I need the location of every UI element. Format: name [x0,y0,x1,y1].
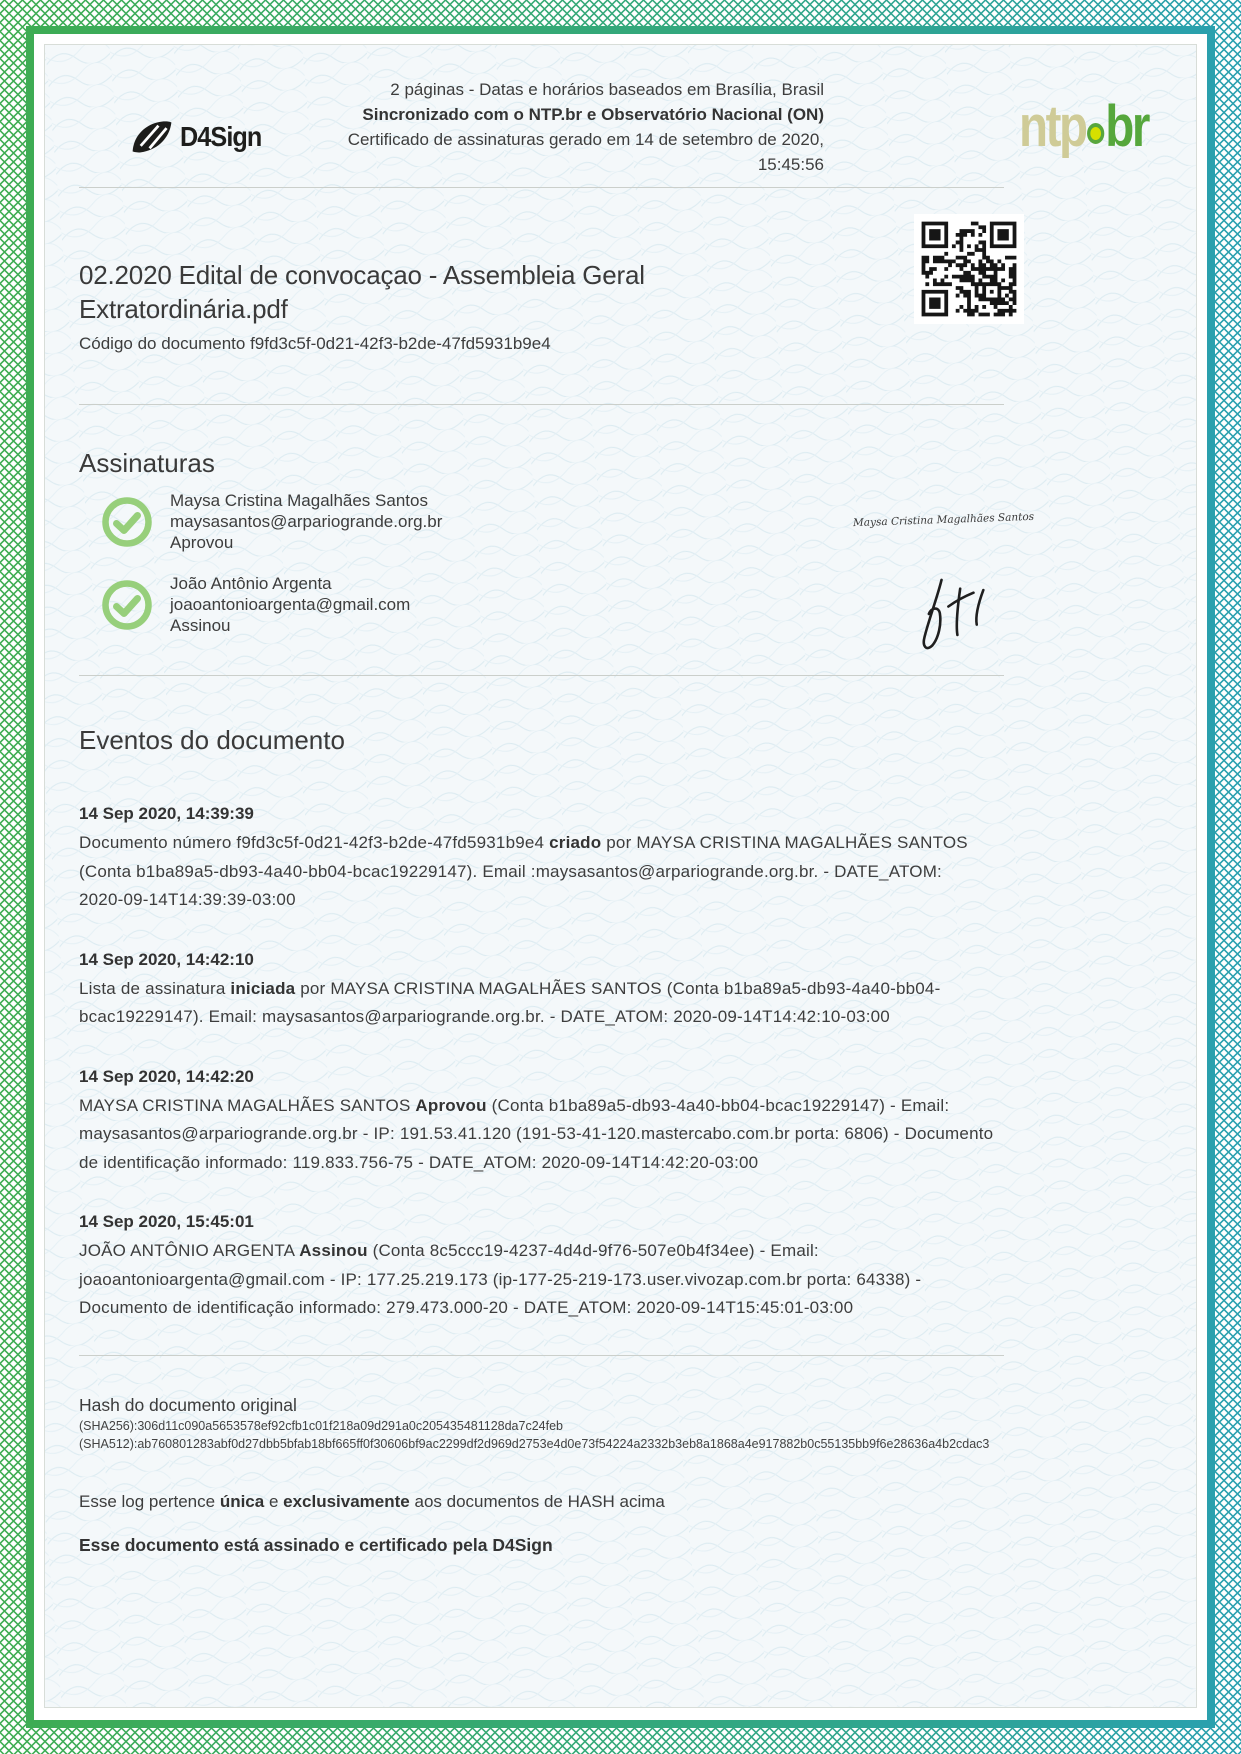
event-date-atom: 2020-09-14T14:39:39-03:00 [79,890,296,909]
ntp-dot-icon [1087,123,1104,144]
ntp-br-text: br [1105,94,1148,159]
event-action: criado [549,833,602,852]
certified-line: Esse documento está assinado e certificado pela D4Sign [79,1534,553,1555]
document-code [79,332,914,356]
event-date: 14 Sep 2020, 14:42:20 [79,1066,254,1086]
event-item [79,802,1004,915]
document-info [79,214,1004,356]
d4sign-leaf-icon [131,118,173,156]
event-date: 14 Sep 2020, 14:39:39 [79,804,254,823]
event-text: MAYSA CRISTINA MAGALHÃES SANTOS Aprovou (Conta b1ba89a5-db93-4a40-bb04-bcac19229147) - Email: maysasantos@arpariogrande.org.br - IP: 191.53.41.120 (191-53-41-120.mastercabo.com.br porta: 6806) - Documento de identificação informado: 119.833.756-75 - DATE_ATOM: 2020-09-14T14:42:20-03:00 [79,1095,994,1172]
pages-line: 2 páginas - Datas e horários baseados em Brasília, Brasil [390,80,824,99]
divider [79,404,1004,405]
ntp-logo-text: ntp [1019,94,1086,159]
event-date: 14 Sep 2020, 15:45:01 [79,1212,254,1231]
event-date-atom: 2020-09-14T14:42:20-03:00 [541,1152,759,1172]
paper [34,34,1207,1720]
signer-row [79,573,1004,636]
event-action: Assinou [299,1241,368,1260]
content [79,45,1148,1557]
d4sign-logo-text: D4Sign [180,121,262,152]
signer-email: maysasantos@arpariogrande.org.br [170,512,443,531]
event-item [79,1065,1004,1178]
signer-action: Assinou [170,616,231,635]
generated-time: 15:45:56 [757,155,824,174]
signer-action: Aprovou [170,533,234,552]
signature-image [909,575,1004,655]
page-interior [44,44,1197,1708]
divider [79,1355,1004,1356]
signatures-heading: Assinaturas [79,448,215,478]
document-code-label: Código do documento [79,334,246,353]
event-action: iniciada [230,978,296,998]
document-text [79,214,914,356]
event-item [79,1210,1004,1323]
event-text: Lista de assinatura iniciada por MAYSA CRISTINA MAGALHÃES SANTOS (Conta b1ba89a5-db93-4a40-bb04-bcac19229147). Email: maysasantos@arpariogrande.org.br. - DATE_ATOM: 2020-09-14T14:42:10-03:00 [79,978,941,1026]
header-info [270,73,824,177]
signer-name: Maysa Cristina Magalhães Santos [170,491,428,510]
hash-sha512: (SHA512):ab760801283abf0d27dbb5bfab18bf665ff0f30606bf9ac2299df2d969d2753e4d0e73f54224a2332b3eb8a1868a4e917882b0c55135bb9f6e28636a4b2cdac3 [79,1437,990,1451]
ntpbr-logo [1019,94,1148,159]
document-title: 02.2020 Edital de convocaçao - Assembleia Geral Extratordinária.pdf [79,260,645,324]
divider [79,675,1004,676]
signer-info [170,573,410,636]
event-date-atom: 2020-09-14T14:42:10-03:00 [673,1007,890,1026]
divider [79,187,1004,188]
signer-row [79,490,1035,553]
check-circle-icon [101,496,153,548]
event-text: JOÃO ANTÔNIO ARGENTA Assinou (Conta 8c5ccc19-4237-4d4d-9f76-507e0b4f34ee) - Email: joaoantonioargenta@gmail.com - IP: 177.25.219.173 (ip-177-25-219-173.user.vivozap.com.br porta: 64338) - Documento de identificação informado: 279.473.000-20 - DATE_ATOM: 2020-09-14T15:45:01-03:00 [79,1241,922,1317]
signature-image: Maysa Cristina Magalhães Santos [852,510,1035,530]
document-code-value: f9fd3c5f-0d21-42f3-b2de-47fd5931b9e4 [250,334,551,353]
hash-sha256: (SHA256):306d11c090a5653578ef92cfb1c01f218a09d291a0c205435481128da7c24feb [79,1418,563,1433]
events-heading: Eventos do documento [79,725,345,755]
log-ownership-line: Esse log pertence única e exclusivamente aos documentos de HASH acima [79,1491,665,1511]
sync-line: Sincronizado com o NTP.br e Observatório Nacional (ON) [362,105,824,124]
signer-name: João Antônio Argenta [170,574,332,593]
signer-email: joaoantonioargenta@gmail.com [170,595,411,614]
event-item [79,948,1004,1032]
qr-code [914,214,1024,324]
event-date-atom: 2020-09-14T15:45:01-03:00 [636,1298,854,1317]
event-date: 14 Sep 2020, 14:42:10 [79,949,254,969]
d4sign-logo [131,115,270,159]
header [79,73,1153,177]
event-text: Documento número f9fd3c5f-0d21-42f3-b2de-47fd5931b9e4 criado por MAYSA CRISTINA MAGALHÃES SANTOS (Conta b1ba89a5-db93-4a40-bb04-bcac19229147). Email :maysasantos@arpariogrande.org.br. - DATE_ATOM: 2020-09-14T14:39:39-03:00 [79,833,968,909]
check-circle-icon [101,579,153,631]
hash-heading: Hash do documento original [79,1394,297,1415]
signer-info [170,490,442,553]
generated-line: Certificado de assinaturas gerado em 14 de setembro de 2020, [347,130,824,149]
event-action: Aprovou [415,1095,487,1115]
